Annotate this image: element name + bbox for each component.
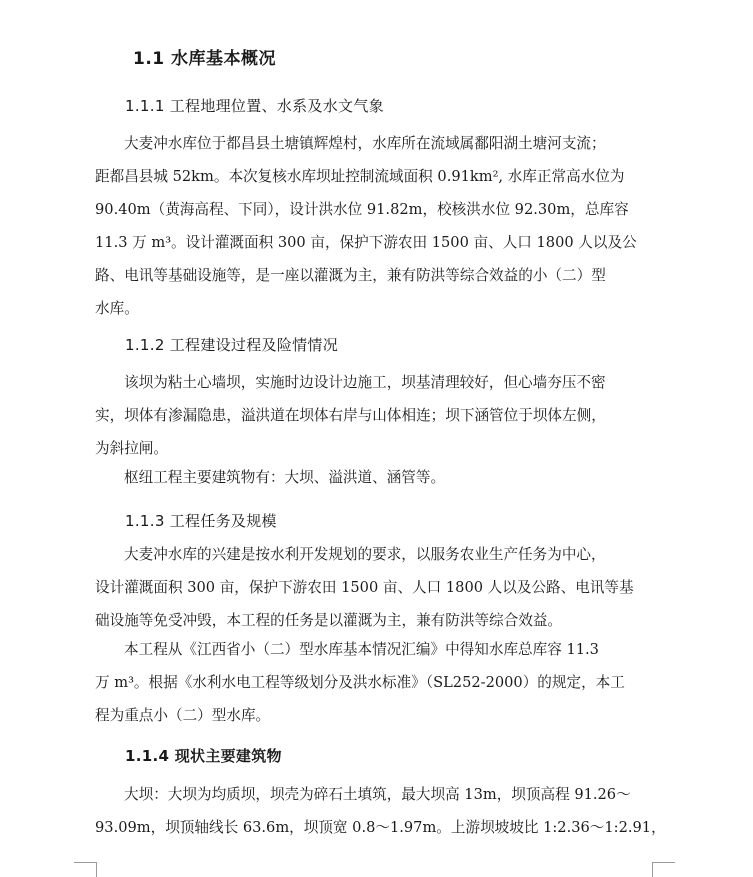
paragraph-dam	[95, 778, 666, 844]
text-line: 90.40m（黄海高程、下同），设计洪水位 91.82m，校核洪水位 92.30m，总库容	[95, 201, 629, 218]
text-line: 大麦冲水库的兴建是按水利开发规划的要求，以服务农业生产任务为中心，	[124, 546, 606, 563]
text-line: 11.3 万 m³。设计灌溉面积 300 亩，保护下游农田 1500 亩、人口 1800 人以及公	[95, 234, 637, 251]
text-line: 设计灌溉面积 300 亩，保护下游农田 1500 亩、人口 1800 人以及公路、电讯等基	[95, 579, 634, 596]
section-title-1-1-4: 1.1.4 现状主要建筑物	[125, 747, 282, 765]
text-line: 距都昌县城 52km。本次复核水库坝址控制流域面积 0.91km², 水库正常高水位为	[95, 168, 625, 185]
paragraph-location	[95, 127, 651, 325]
text-line: 93.09m，坝顶轴线长 63.6m，坝顶宽 0.8～1.97m。上游坝坡坡比 1:2.36～1:2.91，	[95, 819, 666, 836]
paragraph-tasks	[95, 538, 651, 637]
page-corner-mark-left	[74, 862, 97, 877]
text-line: 万 m³。根据《水利水电工程等级划分及洪水标准》（SL252-2000）的规定，本工	[95, 674, 625, 691]
section-title-1-1-2: 1.1.2 工程建设过程及险情情况	[125, 336, 339, 354]
text-line: 路、电讯等基础设施等，是一座以灌溉为主，兼有防洪等综合效益的小（二）型	[95, 267, 606, 284]
text-line: 该坝为粘土心墙坝，实施时边设计边施工，坝基清理较好，但心墙夯压不密	[124, 374, 606, 391]
paragraph-construction	[95, 366, 651, 465]
text-line: 大坝：大坝为均质坝，坝壳为碎石土填筑，最大坝高 13m，坝顶高程 91.26～	[124, 786, 631, 803]
text-line: 实，坝体有渗漏隐患，溢洪道在坝体右岸与山体相连；坝下涵管位于坝体左侧，	[95, 407, 606, 424]
paragraph-scale	[95, 633, 651, 732]
chapter-heading: 1.1 水库基本概况	[133, 49, 277, 69]
paragraph-main-structures	[95, 461, 651, 494]
page-corner-mark-right	[652, 862, 675, 877]
text-line: 为斜拉闸。	[95, 440, 168, 457]
text-line: 础设施等免受冲毁，本工程的任务是以灌溉为主，兼有防洪等综合效益。	[95, 612, 563, 629]
text-line: 程为重点小（二）型水库。	[95, 707, 271, 724]
text-line: 枢纽工程主要建筑物有：大坝、溢洪道、涵管等。	[124, 469, 446, 486]
section-title-1-1-3: 1.1.3 工程任务及规模	[125, 512, 277, 530]
text-line: 水库。	[95, 300, 139, 317]
text-line: 本工程从《江西省小（二）型水库基本情况汇编》中得知水库总库容 11.3	[124, 641, 599, 658]
text-line: 大麦冲水库位于都昌县土塘镇辉煌村，水库所在流域属鄱阳湖土塘河支流；	[124, 135, 606, 152]
section-title-1-1-1: 1.1.1 工程地理位置、水系及水文气象	[125, 97, 384, 115]
